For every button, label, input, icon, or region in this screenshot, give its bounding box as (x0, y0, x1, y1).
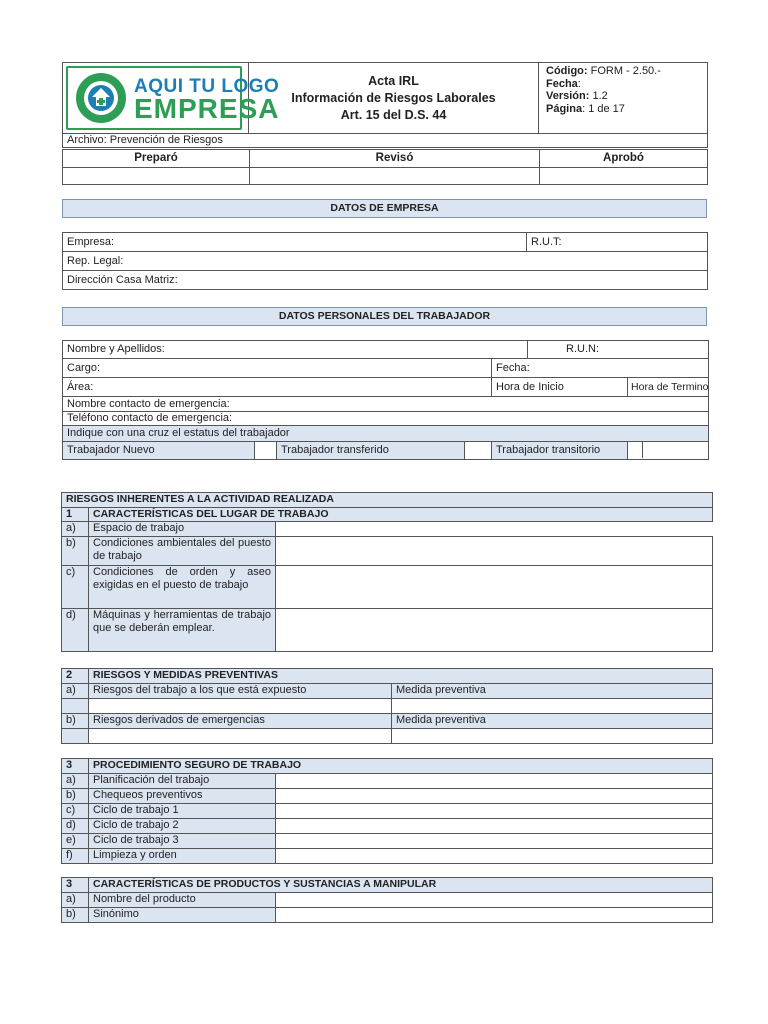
work-measure-answer-field[interactable] (392, 699, 713, 714)
measure-header-label: Medida preventiva (392, 684, 713, 699)
company-rut-field[interactable]: R.U.T: (527, 233, 708, 252)
reviewed-header: Revisó (250, 150, 540, 168)
worker-data-section-title: DATOS PERSONALES DEL TRABAJADOR (62, 307, 707, 326)
cycle-2-answer-field[interactable] (276, 819, 713, 834)
emergency-risk-answer-field[interactable] (89, 729, 392, 744)
list-item-letter: c) (62, 804, 89, 819)
list-item-label: Nombre del producto (89, 893, 276, 908)
document-header (62, 62, 708, 148)
risks-measures-table (61, 668, 713, 744)
archivo-label: Archivo: Prevención de Riesgos (63, 134, 708, 148)
planning-answer-field[interactable] (276, 774, 713, 789)
list-item-label: Ciclo de trabajo 2 (89, 819, 276, 834)
risks-section-title: RIESGOS INHERENTES A LA ACTIVIDAD REALIZADA (62, 493, 713, 508)
risk-header-label: Riesgos del trabajo a los que está expuesto (89, 684, 392, 699)
list-item-label: Máquinas y herramientas de trabajo que se deberán emplear. (89, 609, 276, 652)
start-time-field[interactable]: Hora de Inicio (492, 378, 628, 397)
machines-tools-answer-field[interactable] (276, 609, 713, 652)
company-data-section-title: DATOS DE EMPRESA (62, 199, 707, 218)
blank-letter-cell (62, 729, 89, 744)
logo-line-2: EMPRESA (134, 93, 280, 124)
worker-data-table (62, 340, 709, 460)
company-name-field[interactable]: Empresa: (63, 233, 527, 252)
section-1-title: CARACTERÍSTICAS DEL LUGAR DE TRABAJO (89, 508, 713, 522)
worker-date-field[interactable]: Fecha: (492, 359, 709, 378)
section-3-number: 3 (62, 759, 89, 774)
reviewed-signature-field[interactable] (250, 168, 540, 185)
document-title: Acta IRL Información de Riesgos Laborales Art. 15 del D.S. 44 (249, 63, 539, 134)
status-temporary-label: Trabajador transitorio (492, 442, 628, 460)
document-metadata: Código: FORM - 2.50.- Fecha: Versión: 1.2 Página: 1 de 17 (539, 63, 708, 134)
emergency-contact-phone-field[interactable]: Teléfono contacto de emergencia: (63, 412, 709, 426)
list-item-label: Limpieza y orden (89, 849, 276, 864)
list-item-label: Condiciones de orden y aseo exigidas en el puesto de trabajo (89, 566, 276, 609)
section-products-number: 3 (62, 878, 89, 893)
section-2-title: RIESGOS Y MEDIDAS PREVENTIVAS (89, 669, 713, 684)
section-3-title: PROCEDIMIENTO SEGURO DE TRABAJO (89, 759, 713, 774)
checks-answer-field[interactable] (276, 789, 713, 804)
blank-letter-cell (62, 699, 89, 714)
work-risk-answer-field[interactable] (89, 699, 392, 714)
emergency-measure-answer-field[interactable] (392, 729, 713, 744)
measure-header-label: Medida preventiva (392, 714, 713, 729)
signoff-table (62, 149, 708, 185)
order-cleanliness-answer-field[interactable] (276, 566, 713, 609)
section-2-number: 2 (62, 669, 89, 684)
emergency-contact-name-field[interactable]: Nombre contacto de emergencia: (63, 397, 709, 412)
list-item-letter: d) (62, 819, 89, 834)
list-item-letter: b) (62, 789, 89, 804)
list-item-letter: a) (62, 684, 89, 699)
cleaning-answer-field[interactable] (276, 849, 713, 864)
list-item-label: Ciclo de trabajo 3 (89, 834, 276, 849)
worker-name-field[interactable]: Nombre y Apellidos: (63, 341, 528, 359)
list-item-letter: a) (62, 522, 89, 537)
list-item-label: Planificación del trabajo (89, 774, 276, 789)
list-item-letter: d) (62, 609, 89, 652)
product-name-answer-field[interactable] (276, 893, 713, 908)
procedure-table (61, 758, 713, 864)
logo-emblem-icon (74, 71, 128, 125)
prepared-signature-field[interactable] (63, 168, 250, 185)
list-item-label: Ciclo de trabajo 1 (89, 804, 276, 819)
section-1-number: 1 (62, 508, 89, 522)
list-item-label: Chequeos preventivos (89, 789, 276, 804)
legal-rep-field[interactable]: Rep. Legal: (63, 252, 708, 271)
section-products-title: CARACTERÍSTICAS DE PRODUCTOS Y SUSTANCIAS A MANIPULAR (89, 878, 713, 893)
worker-area-field[interactable]: Área: (63, 378, 492, 397)
status-new-label: Trabajador Nuevo (63, 442, 255, 460)
list-item-letter: b) (62, 537, 89, 566)
list-item-letter: b) (62, 714, 89, 729)
worker-position-field[interactable]: Cargo: (63, 359, 492, 378)
list-item-label: Condiciones ambientales del puesto de trabajo (89, 537, 276, 566)
logo-line-1: AQUI TU LOGO (134, 76, 280, 97)
end-time-field[interactable]: Hora de Termino (628, 378, 709, 397)
risk-header-label: Riesgos derivados de emergencias (89, 714, 392, 729)
worker-status-instruction: Indique con una cruz el estatus del trabajador (63, 426, 709, 442)
risks-characteristics-table (61, 492, 713, 652)
work-space-answer-field[interactable] (276, 522, 713, 537)
worker-run-field[interactable]: R.U.N: (528, 341, 709, 359)
list-item-letter: b) (62, 908, 89, 923)
cycle-1-answer-field[interactable] (276, 804, 713, 819)
list-item-letter: a) (62, 774, 89, 789)
list-item-letter: e) (62, 834, 89, 849)
products-table (61, 877, 713, 923)
list-item-letter: a) (62, 893, 89, 908)
synonym-answer-field[interactable] (276, 908, 713, 923)
prepared-header: Preparó (63, 150, 250, 168)
status-temporary-checkbox[interactable] (628, 442, 709, 460)
status-transferred-label: Trabajador transferido (277, 442, 465, 460)
head-office-address-field[interactable]: Dirección Casa Matriz: (63, 271, 708, 290)
list-item-letter: c) (62, 566, 89, 609)
status-new-checkbox[interactable] (255, 442, 277, 460)
approved-header: Aprobó (540, 150, 708, 168)
status-transferred-checkbox[interactable] (465, 442, 492, 460)
company-data-table (62, 232, 708, 290)
list-item-letter: f) (62, 849, 89, 864)
environment-conditions-answer-field[interactable] (276, 537, 713, 566)
list-item-label: Espacio de trabajo (89, 522, 276, 537)
cycle-3-answer-field[interactable] (276, 834, 713, 849)
list-item-label: Sinónimo (89, 908, 276, 923)
company-logo (63, 63, 280, 134)
approved-signature-field[interactable] (540, 168, 708, 185)
